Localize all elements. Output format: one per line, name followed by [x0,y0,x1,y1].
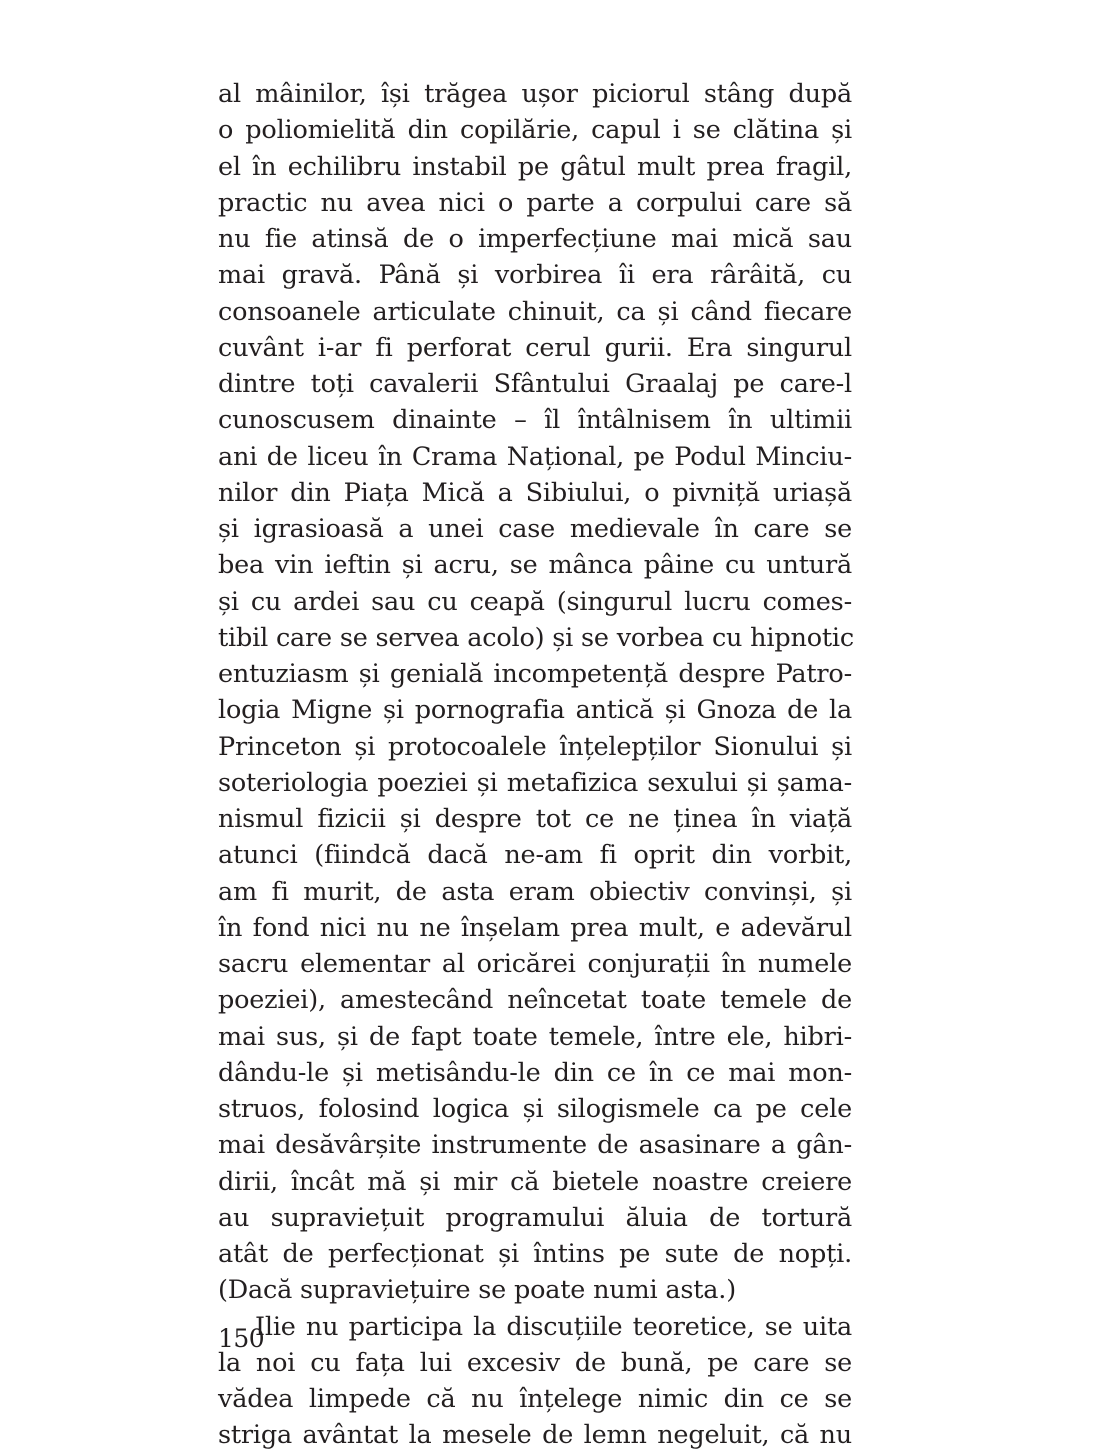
text-line: soteriologia poeziei și metafizica sexului și șama- [218,767,852,798]
text-line: Princeton și protocoalele înțelepților Sionului și [218,731,852,762]
text-line: sacru elementar al oricărei conjurații în numele [218,949,852,979]
text-line: entuziasm și genială incompetență despre Patro- [218,659,852,689]
text-line: struos, folosind logica și silogismele ca pe cele [218,1094,852,1124]
text-line: consoanele articulate chinuit, ca și când fiecare [218,296,852,327]
text-line: nu fie atinsă de o imperfecțiune mai mică sau [218,224,852,254]
text-line: dându-le și metisându-le din ce în ce mai mon- [218,1057,852,1088]
text-line: dintre toți cavalerii Sfântului Graalaj pe care-l [218,369,852,399]
text-line: la noi cu fața lui excesiv de bună, pe care se [218,1347,852,1378]
text-line: (Dacă supraviețuire se poate numi asta.) [218,1275,736,1306]
text-line: mai gravă. Până și vorbirea îi era rârâită, cu [218,260,852,291]
text-line: logia Migne și pornografia antică și Gnoza de la [218,695,852,726]
text-line: practic nu avea nici o parte a corpului care să [218,187,852,218]
text-line: nilor din Piața Mică a Sibiului, o pivniță uriașă [218,477,852,508]
text-line: el în echilibru instabil pe gâtul mult prea fragil, [218,151,852,182]
text-line: mai desăvârșite instrumente de asasinare a gân- [218,1130,852,1161]
text-line: și igrasioasă a unei case medievale în care se [218,514,852,544]
text-line: cuvânt i-ar fi perforat cerul gurii. Era singurul [218,332,852,363]
text-line: Ilie nu participa la discuțiile teoretice, se uita [255,1311,852,1342]
body-text [218,76,852,1454]
text-line: o poliomielită din copilărie, capul i se clătina și [218,115,852,146]
text-line: al mâinilor, își trăgea ușor piciorul stâng după [218,79,852,109]
text-line: poeziei), amestecând neîncetat toate temele de [218,985,852,1016]
text-line: vădea limpede că nu înțelege nimic din ce se [218,1384,852,1414]
text-line: dirii, încât mă și mir că bietele noastre creiere [218,1166,852,1197]
text-line: nismul fizicii și despre tot ce ne ținea în viață [218,804,852,834]
text-line: bea vin ieftin și acru, se mânca pâine cu untură [218,550,852,581]
page-number: 150 [218,1324,265,1353]
text-line: cunoscusem dinainte – îl întâlnisem în ultimii [218,405,852,436]
text-line: mai sus, și de fapt toate temele, între ele, hibri- [218,1021,852,1052]
text-line: atunci (fiindcă dacă ne-am fi oprit din vorbit, [218,840,852,871]
text-line: atât de perfecționat și întins pe sute de nopți. [218,1239,852,1269]
text-line: au supraviețuit programului ăluia de tortură [218,1202,852,1233]
text-line: ani de liceu în Crama Național, pe Podul Minciu- [218,441,852,472]
text-line: striga avântat la mesele de lemn negeluit, că nu [218,1420,852,1451]
text-line: în fond nici nu ne înșelam prea mult, e adevărul [218,912,852,943]
text-line: tibil care se servea acolo) și se vorbea cu hipnotic [218,622,854,653]
text-line: am fi murit, de asta eram obiectiv convinși, și [218,876,852,907]
text-line: și cu ardei sau cu ceapă (singurul lucru comes- [218,586,852,617]
